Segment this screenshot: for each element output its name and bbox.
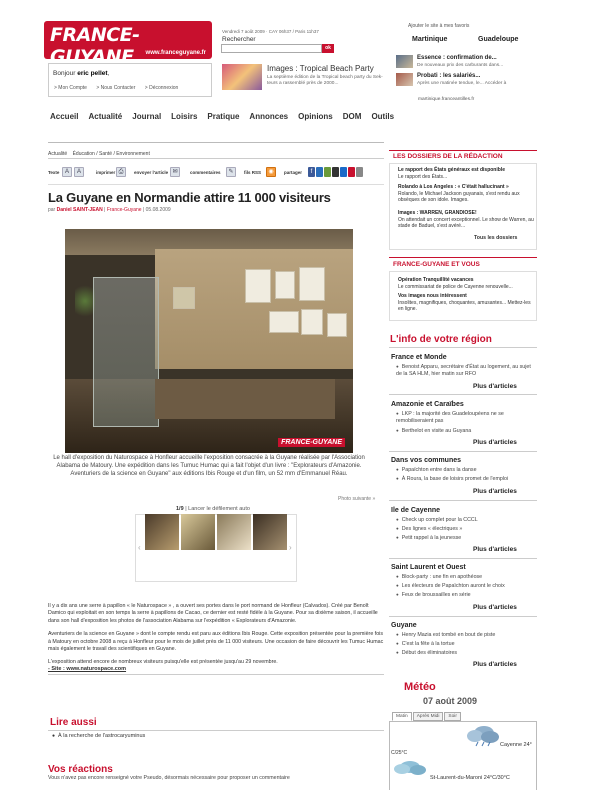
article-title: La Guyane en Normandie attire 11 000 visiteurs xyxy=(48,190,331,205)
region-article-link[interactable]: ● C'est la fête à la tortue xyxy=(396,641,536,648)
my-account-link[interactable]: > Mon Compte xyxy=(54,85,87,91)
account-links xyxy=(54,85,186,91)
more-articles-link[interactable]: Plus d'articles xyxy=(473,661,517,668)
photo-panel xyxy=(327,313,347,337)
more-articles-link[interactable]: Plus d'articles xyxy=(473,383,517,390)
top-news-text: Après une matinée tendue, le... Accéder à xyxy=(417,81,507,86)
more-articles-link[interactable]: Plus d'articles xyxy=(473,546,517,553)
more-articles-link[interactable]: Plus d'articles xyxy=(473,439,517,446)
photo-panel xyxy=(173,287,195,309)
region-section-head[interactable]: Saint Laurent et Ouest xyxy=(391,564,466,571)
slideshow-thumbnail[interactable] xyxy=(253,514,287,550)
photo-panel xyxy=(301,309,323,335)
related-article-link[interactable]: ● À la recherche de l'astrocaryuminus xyxy=(52,733,145,739)
logout-link[interactable]: > Déconnexion xyxy=(144,85,179,91)
region-article-link[interactable]: ● Les électeurs de Papaïchton auront le choix xyxy=(396,583,536,590)
region-article-link[interactable]: ● Benoist Apparu, secrétaire d'État au logement, au sujet de la SA HLM, hier matin sur RFO xyxy=(396,364,536,378)
nav-opinions[interactable]: Opinions xyxy=(298,112,333,121)
rain-cloud-icon xyxy=(462,723,502,747)
region-article-link[interactable]: ● LKP : la majorité des Guadeloupéens ne se remobiliseraient pas xyxy=(396,411,536,425)
dossier-text: On attendait un concert exceptionnel. Le show de Warren, au stade de Baduel, s'est avéré... xyxy=(398,216,534,229)
text-smaller-icon[interactable]: A xyxy=(62,167,72,177)
region-article-link[interactable]: ● Henry Mazia est tombé en bout de piste xyxy=(396,632,536,639)
region-section-head[interactable]: Guyane xyxy=(391,622,417,629)
article-photo[interactable] xyxy=(65,229,353,453)
divider xyxy=(48,184,384,185)
add-favorites-link[interactable]: Ajouter le site à mes favoris xyxy=(408,23,470,29)
article-paragraph: Aventuriers de la science en Guyane » dont le compte rendu est paru aux éditions Ibis Rouge. Cette exposition présentée pour la première fois à Matoury en octobre 2008 a reçu à Honfleur pour le mois de juillet près de 11 000 visiteurs. Une occasion de faire découvrir les Tumuc Humac mais également le travail des scientifiques en Guyane. xyxy=(48,631,384,653)
slideshow-controls xyxy=(176,506,250,512)
top-news-text: De nouveaux prix des carburants dans... xyxy=(417,63,504,68)
next-photo-link[interactable]: Photo suivante » xyxy=(338,496,376,502)
section-rule xyxy=(389,150,537,151)
region-link-martinique[interactable]: Martinique xyxy=(412,36,448,43)
divider xyxy=(48,674,384,675)
meteo-tabs xyxy=(392,712,462,721)
date-line: Vendredi 7 août 2009 · CAY 06h37 / Paris 11h37 xyxy=(222,29,319,34)
facebook-icon[interactable]: f xyxy=(308,167,315,177)
breadcrumb-item[interactable]: Éducation / Santé / Environnement xyxy=(72,151,150,157)
dossier-item[interactable] xyxy=(398,210,534,230)
divider xyxy=(389,558,537,559)
partner-site-link[interactable]: martinique.franceantilles.fr xyxy=(418,97,475,102)
share-icon[interactable] xyxy=(332,167,339,177)
divider xyxy=(48,158,384,159)
share-icon[interactable] xyxy=(316,167,323,177)
article-author[interactable]: Daniel SAINT-JEAN xyxy=(56,207,103,213)
region-article-link[interactable]: ● Feux de broussailles en série xyxy=(396,592,536,599)
comments-label[interactable]: commentaires xyxy=(190,170,221,175)
related-title: Lire aussi xyxy=(50,717,97,728)
region-link-guadeloupe[interactable]: Guadeloupe xyxy=(478,36,519,43)
cayenne-forecast-low: C/25°C xyxy=(391,750,408,756)
nav-outils[interactable]: Outils xyxy=(371,112,395,121)
breadcrumb-item[interactable]: Actualité xyxy=(48,151,68,157)
divider xyxy=(48,730,384,731)
breadcrumb xyxy=(48,151,154,157)
article-date: 05.08.2009 xyxy=(145,207,171,213)
site-logo[interactable] xyxy=(44,21,212,68)
share-icon[interactable] xyxy=(356,167,363,177)
slideshow-counter: 1/9 xyxy=(176,506,184,512)
rss-icon[interactable]: ◉ xyxy=(266,167,276,177)
nav-journal[interactable]: Journal xyxy=(132,112,162,121)
region-article-link[interactable]: ● Check up complet pour la CCCL xyxy=(396,517,536,524)
user-name: eric pellet xyxy=(77,70,108,77)
article-toolbar xyxy=(48,166,384,180)
slideshow-thumbnail[interactable] xyxy=(217,514,251,550)
share-icon[interactable] xyxy=(348,167,355,177)
article-paragraph: L'exposition attend encore de nombreux visiteurs puisqu'elle est présentée jusqu'au 29 novembre. xyxy=(48,659,278,666)
search-label: Rechercher xyxy=(222,36,256,43)
nav-dom[interactable]: DOM xyxy=(342,112,362,121)
naturospace-link[interactable]: - Site : www.naturospace.com xyxy=(48,666,127,672)
region-section-head[interactable]: Amazonie et Caraïbes xyxy=(391,401,464,408)
top-news-thumbnail[interactable] xyxy=(396,73,413,86)
region-section-head[interactable]: Dans vos communes xyxy=(391,457,462,464)
dossier-text: Le rapport des États... xyxy=(398,173,448,180)
dossiers-title: LES DOSSIERS DE LA RÉDACTION xyxy=(393,153,503,160)
section-rule xyxy=(389,257,537,258)
photo-display-table xyxy=(155,379,335,419)
region-article-link[interactable]: ● Petit rappel à la jeunesse xyxy=(396,535,536,542)
region-article-link[interactable]: ● Block-party : une fin en apothéose xyxy=(396,574,536,581)
region-article-link[interactable]: ● Début des éliminatoires xyxy=(396,650,536,657)
email-icon[interactable]: ✉ xyxy=(170,167,180,177)
region-article-link[interactable]: ● Papaïchton entre dans la danse xyxy=(396,467,536,474)
region-info-title: L'info de votre région xyxy=(390,334,492,345)
top-news-title[interactable]: Essence : confirmation de... xyxy=(417,55,497,61)
photo-display-case xyxy=(93,277,159,427)
nav-annonces[interactable]: Annonces xyxy=(249,112,289,121)
photo-panel xyxy=(299,267,325,301)
dossier-title[interactable]: Images : WARREN, GRANDIOSE! xyxy=(398,210,477,216)
vous-item-text: Insolites, magnifiques, choquantes, amusantes... Mettez-les en ligne. xyxy=(398,299,531,312)
all-dossiers-link[interactable]: Tous les dossiers xyxy=(474,235,518,241)
print-label[interactable]: imprimer xyxy=(96,170,116,175)
promo-text: La septième édition de la Tropical beach party du Sek-teurs a rassemblé près de 2000... xyxy=(267,75,383,86)
text-size-label: Texte xyxy=(48,170,60,175)
article-body xyxy=(48,603,384,673)
dossier-item[interactable] xyxy=(398,167,534,180)
chevron-right-icon[interactable]: › xyxy=(289,543,292,552)
comment-icon[interactable]: ✎ xyxy=(226,167,236,177)
region-article-link[interactable]: ● Des lignes « électriques » xyxy=(396,526,536,533)
search-button[interactable]: ok xyxy=(322,44,334,53)
chevron-left-icon[interactable]: ‹ xyxy=(138,543,141,552)
main-nav xyxy=(50,112,404,121)
rss-label[interactable]: fils RSS xyxy=(244,170,262,175)
photo-caption: Le hall d'exposition du Naturospace à Honfleur accueille l'exposition consacrée à la Guyane réalisée par l'Association Alabama de Matoury. Une expédition dans les Tumuc Humac qui a fait l'objet d'un livre : "Explorateurs d'Amazonie. Aventuriers de la science en Guyane" aux éditions Ibis Rouge et d'un film, un 52 mm d'Emmanuel Réau. xyxy=(53,455,365,477)
send-article-label[interactable]: envoyer l'article xyxy=(134,170,169,175)
meteo-date: 07 août 2009 xyxy=(423,696,478,706)
divider xyxy=(389,347,537,348)
region-section-head[interactable]: France et Monde xyxy=(391,354,447,361)
photo-panel xyxy=(275,271,295,299)
rain-cloud-icon xyxy=(392,758,428,778)
top-news-thumbnail[interactable] xyxy=(396,55,413,68)
nav-pratique[interactable]: Pratique xyxy=(207,112,240,121)
region-article-link[interactable]: ● Berthelot en visite au Guyana xyxy=(396,428,536,435)
slideshow-autoplay-link[interactable]: | Lancer le défilement auto xyxy=(185,506,250,512)
byline-prefix: par xyxy=(48,207,56,213)
print-icon[interactable]: ⎙ xyxy=(116,167,126,177)
tab-apres-midi[interactable]: Après Midi xyxy=(413,712,444,721)
article-paragraph: Il y a dix ans une serre à papillon « le Naturospace » , a ouvert ses portes dans le port normand de Honfleur (Calvados). Créé par Benoît Damico qui exploitait en son temps la serre à papillons de Cacao, ce dernier est resté fidèle à la Guyane. Pour sa dixième saison, il accueille dans son hall d'exposition les photos de l'association Alabama sur l'expédition « Explorateurs d'Amazonie. xyxy=(48,603,378,624)
photo-watermark: FRANCE-GUYANE xyxy=(278,438,345,447)
more-articles-link[interactable]: Plus d'articles xyxy=(473,604,517,611)
photo-plants xyxy=(75,281,95,321)
nav-loisirs[interactable]: Loisirs xyxy=(171,112,198,121)
share-icon[interactable] xyxy=(340,167,347,177)
logo-url: www.franceguyane.fr xyxy=(145,50,206,56)
article-byline: par Daniel SAINT-JEAN | France-Guyane | 05.08.2009 xyxy=(48,207,171,213)
vous-item[interactable] xyxy=(398,277,534,290)
article-source[interactable]: France-Guyane xyxy=(106,207,142,213)
vous-item[interactable] xyxy=(398,293,534,313)
dossier-title[interactable]: Rolando à Los Angeles : « C'était hallucinant » xyxy=(398,184,509,190)
top-news-title[interactable]: Probati : les salariés... xyxy=(417,73,481,79)
tab-matin[interactable]: Matin xyxy=(392,712,412,721)
divider xyxy=(48,142,384,143)
photo-panel xyxy=(245,269,271,303)
tab-soir[interactable]: Soir xyxy=(444,712,461,721)
divider xyxy=(389,616,537,617)
vous-item-title[interactable]: Vos images nous intéressent xyxy=(398,293,467,299)
promo-title[interactable]: Images : Tropical Beach Party xyxy=(267,64,374,73)
user-greeting: Bonjour eric pellet, xyxy=(53,70,110,77)
slideshow-thumbnail[interactable] xyxy=(145,514,179,550)
reactions-title: Vos réactions xyxy=(48,764,113,775)
logo-name: FRANCE-GUYANE xyxy=(50,24,140,68)
slideshow-thumbnail[interactable] xyxy=(181,514,215,550)
text-larger-icon[interactable]: A xyxy=(74,167,84,177)
vous-item-title[interactable]: Opération Tranquillité vacances xyxy=(398,277,474,283)
search-input[interactable] xyxy=(221,44,322,53)
region-article-link[interactable]: ● À Roura, la base de loisirs promet de l'emploi xyxy=(396,476,536,483)
divider xyxy=(389,500,537,501)
nav-accueil[interactable]: Accueil xyxy=(50,112,79,121)
vous-title: FRANCE-GUYANE ET VOUS xyxy=(393,261,480,268)
divider xyxy=(389,394,537,395)
cayenne-forecast[interactable]: Cayenne 24° xyxy=(500,742,532,748)
vous-item-text: Le commissariat de police de Cayenne renouvelle... xyxy=(398,283,513,290)
reactions-text: Vous n'avez pas encore renseigné votre Pseudo, désormais nécessaire pour proposer un commentaire xyxy=(48,775,290,781)
more-articles-link[interactable]: Plus d'articles xyxy=(473,488,517,495)
meteo-title: Météo xyxy=(404,681,436,693)
photo-panel xyxy=(269,311,299,333)
contact-link[interactable]: > Nous Contacter xyxy=(96,85,136,91)
dossier-text: Rolando, le Michael Jackson guyanais, s'est rendu aux obsèques de son idole. Images. xyxy=(398,190,520,203)
divider xyxy=(389,451,537,452)
dossier-item[interactable] xyxy=(398,184,534,204)
dossier-title[interactable]: Le rapport des États généraux est disponible xyxy=(398,167,505,173)
nav-actualite[interactable]: Actualité xyxy=(88,112,123,121)
greeting-text: Bonjour xyxy=(53,70,76,77)
stlaurent-forecast[interactable]: St-Laurent-du-Maroni 24°C/30°C xyxy=(430,775,510,781)
share-icon[interactable] xyxy=(324,167,331,177)
login-box xyxy=(48,63,212,97)
region-section-head[interactable]: Ile de Cayenne xyxy=(391,507,441,514)
promo-thumbnail[interactable] xyxy=(222,64,262,90)
share-label: partager xyxy=(284,170,303,175)
